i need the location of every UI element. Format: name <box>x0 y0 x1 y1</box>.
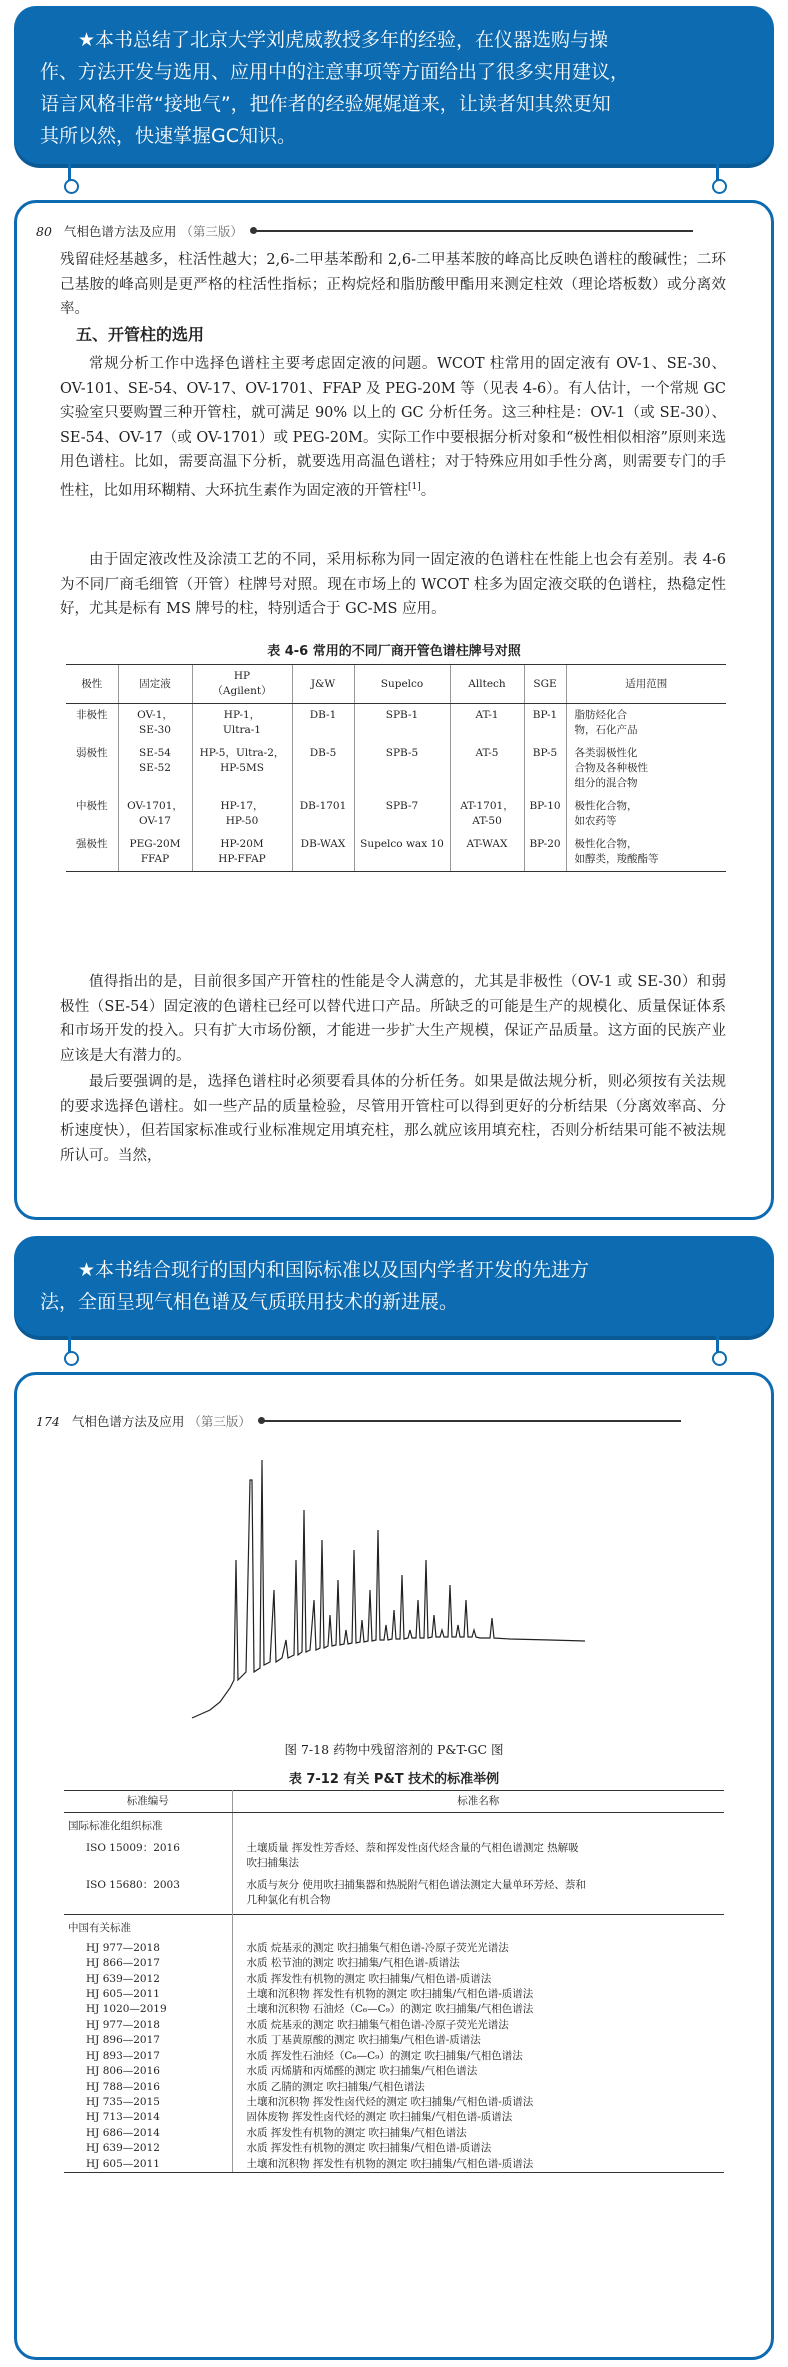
cell-text: 极性化合物， 如醇类，羧酸酯等 <box>574 838 659 865</box>
table-row <box>64 2064 724 2079</box>
standard-name <box>232 1835 724 1872</box>
table-cell <box>118 833 192 872</box>
table-cell: DB-1 <box>292 704 354 743</box>
standard-code: HJ 639—2012 <box>64 2141 232 2156</box>
standard-code: HJ 1020—2019 <box>64 2002 232 2017</box>
table-cell: BP-5 <box>524 742 566 795</box>
table-7-12 <box>64 1790 724 2173</box>
table-cell: SPB-5 <box>354 742 450 795</box>
table-cell <box>118 704 192 743</box>
cell-text: HP-20M HP-FFAP <box>218 838 266 865</box>
group-row <box>64 1813 724 1835</box>
paragraph-end-mark: 。 <box>420 482 436 499</box>
table-cell: BP-1 <box>524 704 566 743</box>
table-row <box>64 2033 724 2048</box>
table-cell <box>450 795 524 833</box>
table-cell: 弱极性 <box>76 747 108 759</box>
table-row <box>66 742 726 795</box>
cell-text: 脂肪烃化合 物，石化产品 <box>574 709 638 736</box>
table-row <box>64 2049 724 2064</box>
connector-pin-left <box>68 1336 71 1360</box>
table-row <box>64 1872 724 1915</box>
standard-name: 水质 乙腈的测定 吹扫捕集/气相色谱法 <box>246 2080 425 2093</box>
table-cell <box>566 833 726 872</box>
table-cell: SPB-1 <box>354 704 450 743</box>
table-row <box>64 1956 724 1971</box>
standard-code: ISO 15680：2003 <box>64 1872 232 1915</box>
table-row <box>64 2141 724 2156</box>
reference-marker: [1] <box>408 481 421 492</box>
standard-code: HJ 893—2017 <box>64 2049 232 2064</box>
table-cell: 强极性 <box>66 833 118 872</box>
banner-1-line-3: 语言风格非常“接地气”，把作者的经验娓娓道来，让读者知其然更知 <box>40 93 611 115</box>
col-stationary-phase: 固定液 <box>118 665 192 704</box>
standard-code: HJ 686—2014 <box>64 2126 232 2141</box>
cell-text: PEG-20M FFAP <box>129 838 181 865</box>
table-row <box>64 1987 724 2002</box>
standard-code: HJ 605—2011 <box>64 1987 232 2002</box>
paragraph-brand-difference: 由于固定液改性及涂渍工艺的不同，采用标称为同一固定液的色谱柱在性能上也会有差别。表 4-6 为不同厂商毛细管（开管）柱牌号对照。现在市场上的 WCOT 柱多为固定液交联的色谱柱，热稳定性好，尤其是标有 MS 牌号的柱，特别适合于 GC-MS 应用。 <box>60 552 726 617</box>
standard-name: 土壤和沉积物 挥发性有机物的测定 吹扫捕集/气相色谱-质谱法 <box>246 1988 534 2001</box>
header-rule <box>253 230 693 232</box>
col-application: 适用范围 <box>566 665 726 704</box>
table-cell <box>192 704 292 743</box>
table-cell: DB-1701 <box>292 795 354 833</box>
standard-name: 水质 烷基汞的测定 吹扫捕集气相色谱-冷原子荧光光谱法 <box>246 1941 509 1954</box>
standard-name: 土壤和沉积物 挥发性有机物的测定 吹扫捕集/气相色谱-质谱法 <box>232 2157 724 2173</box>
standard-name: 水质 烷基汞的测定 吹扫捕集气相色谱-冷原子荧光光谱法 <box>246 2018 509 2031</box>
banner-2-line-2: 法，全面呈现气相色谱及气质联用技术的新进展。 <box>40 1291 459 1313</box>
standard-name: 水质 挥发性石油烃（C₆—C₉）的测定 吹扫捕集/气相色谱法 <box>246 2049 523 2062</box>
standard-code: HJ 735—2015 <box>64 2095 232 2110</box>
edition-label: （第三版） <box>180 224 243 239</box>
connector-pin-right <box>716 1336 719 1360</box>
table-cell: SPB-7 <box>354 795 450 833</box>
table-cell: 非极性 <box>76 709 108 721</box>
cell-text: AT-1701， AT-50 <box>460 800 514 827</box>
table-4-6-title: 表 4-6 常用的不同厂商开管色谱柱牌号对照 <box>267 644 521 659</box>
standard-name: 土壤和沉积物 挥发性卤代烃的测定 吹扫捕集/气相色谱-质谱法 <box>246 2095 534 2108</box>
table-cell: AT-5 <box>450 742 524 795</box>
paragraph-regulation: 最后要强调的是，选择色谱柱时必须要看具体的分析任务。如果是做法规分析，则必须按有关法规的要求选择色谱柱。如一些产品的质量检验，尽管用开管柱可以得到更好的分析结果（分离效率高、分析速度快），但若国家标准或行业标准规定用填充柱，那么就应该用填充柱，否则分析结果可能不被法规所认可。当然， <box>60 1074 726 1164</box>
table-cell: AT-WAX <box>450 833 524 872</box>
table-7-12-title: 表 7-12 有关 P&T 技术的标准举例 <box>288 1772 500 1787</box>
table-4-6 <box>66 664 726 872</box>
standard-name: 土壤和沉积物 石油烃（C₆—C₉）的测定 吹扫捕集/气相色谱法 <box>246 2003 534 2016</box>
standard-name: 水质 挥发性有机物的测定 吹扫捕集/气相色谱-质谱法 <box>246 1972 492 1985</box>
paragraph-domestic-columns: 值得指出的是，目前很多国产开管柱的性能是令人满意的，尤其是非极性（OV-1 或 SE-30）和弱极性（SE-54）固定液的色谱柱已经可以替代进口产品。所缺乏的可能是生产的规模化、质量保证体系和市场开发的投入。只有扩大市场份额，才能进一步扩大生产规模，保证产品质量。这方面的民族产业应该是大有潜力的。 <box>60 974 726 1064</box>
section-heading: 五、开管柱的选用 <box>76 325 205 344</box>
promo-banner-1 <box>14 6 774 164</box>
edition-label: （第三版） <box>188 1414 251 1429</box>
page-number: 174 <box>36 1413 60 1429</box>
cell-text: OV-1， SE-30 <box>137 709 173 736</box>
running-header-2 <box>36 1412 681 1430</box>
col-standard-name: 标准名称 <box>232 1791 724 1813</box>
table-row <box>66 795 726 833</box>
standard-code: ISO 15009：2016 <box>64 1835 232 1872</box>
table-cell <box>192 833 292 872</box>
table-cell <box>566 795 726 833</box>
chromatogram-trace <box>192 1460 585 1718</box>
table-cell: DB-5 <box>292 742 354 795</box>
standard-code: HJ 788—2016 <box>64 2080 232 2095</box>
col-hp <box>192 665 292 704</box>
table-row <box>64 2157 724 2173</box>
table-header-row <box>64 1791 724 1813</box>
standard-code: HJ 806—2016 <box>64 2064 232 2079</box>
col-hp-label: HP （Agilent） <box>212 670 272 697</box>
standard-code: HJ 605—2011 <box>64 2157 232 2173</box>
standard-name: 水质 挥发性有机物的测定 吹扫捕集/气相色谱-质谱法 <box>246 2142 492 2155</box>
table-header-row <box>66 665 726 704</box>
cell-text: HP-17， HP-50 <box>220 800 264 827</box>
connector-pin-right <box>716 164 719 188</box>
cell-text: 水质与灰分 使用吹扫捕集器和热脱附气相色谱法测定大量单环芳烃、萘和 几种氯化有机合物 <box>246 1878 586 1907</box>
group-label: 国际标准化组织标准 <box>64 1813 232 1835</box>
table-cell: 中极性 <box>76 800 108 812</box>
table-row <box>64 1972 724 1987</box>
running-header-1 <box>36 222 693 240</box>
connector-pin-left <box>68 164 71 188</box>
table-row <box>64 2080 724 2095</box>
cell-text: 土壤质量 挥发性芳香烃、萘和挥发性卤代烃含量的气相色谱测定 热解吸 吹扫捕集法 <box>246 1841 579 1870</box>
figure-caption: 图 7-18 药物中残留溶剂的 P&T-GC 图 <box>284 1742 504 1757</box>
paragraph-column-selection <box>60 352 726 503</box>
col-polarity: 极性 <box>66 665 118 704</box>
cell-text: SE-54 SE-52 <box>139 747 171 774</box>
group-row <box>64 1915 724 1941</box>
col-supelco: Supelco <box>354 665 450 704</box>
standard-name: 水质 挥发性有机物的测定 吹扫捕集/气相色谱法 <box>246 2126 467 2139</box>
standard-name: 水质 丙烯腈和丙烯醛的测定 吹扫捕集/气相色谱法 <box>246 2065 478 2078</box>
table-cell <box>192 742 292 795</box>
table-cell <box>192 795 292 833</box>
cell-text: OV-1701， OV-17 <box>127 800 183 827</box>
table-row <box>64 2095 724 2110</box>
table-row <box>64 2002 724 2017</box>
paragraph-intro: 残留硅烃基越多，柱活性越大；2,6-二甲基苯酚和 2,6-二甲基苯胺的峰高比反映色谱柱的酸碱性；二环己基胺的峰高则是更严格的柱活性指标；正构烷烃和脂肪酸甲酯用来测定柱效（理论塔板数）或分离效率。 <box>60 252 726 317</box>
table-cell <box>118 742 192 795</box>
banner-1-line-2: 作、方法开发与选用、应用中的注意事项等方面给出了很多实用建议， <box>40 61 630 83</box>
table-row <box>66 833 726 872</box>
cell-text: HP-5，Ultra-2， HP-5MS <box>199 747 285 774</box>
chromatogram-figure <box>190 1440 590 1730</box>
standard-code: HJ 896—2017 <box>64 2033 232 2048</box>
cell-text: HP-1， Ultra-1 <box>223 709 261 736</box>
standard-name <box>232 1872 724 1915</box>
standard-name: 水质 松节油的测定 吹扫捕集/气相色谱-质谱法 <box>246 1957 460 1970</box>
standard-code: HJ 977—2018 <box>64 1941 232 1956</box>
table-cell: AT-1 <box>450 704 524 743</box>
table-cell <box>566 742 726 795</box>
paragraph-column-selection-text: 常规分析工作中选择色谱柱主要考虑固定液的问题。WCOT 柱常用的固定液有 OV-1、SE-30、OV-101、SE-54、OV-17、OV-1701、FFAP 及 PEG-20M 等（见表 4-6）。有人估计，一个常规 GC 实验室只要购置三种开管柱，就可满足 90% 以上的 GC 分析任务。这三种柱是：OV-1（或 SE-30）、SE-54、OV-17（或 OV-1701）或 PEG-20M。实际工作中要根据分析对象和“极性相似相溶”原则来选用色谱柱。比如，需要高温下分析，就要选用高温色谱柱；对于特殊应用如手性分离，则需要专门的手性柱，比如用环糊精、大环抗生素作为固定液的开管柱 <box>60 356 726 499</box>
col-alltech: Alltech <box>450 665 524 704</box>
group-label: 中国有关标准 <box>64 1915 232 1941</box>
standard-code: HJ 639—2012 <box>64 1972 232 1987</box>
cell-text: 极性化合物， 如农药等 <box>574 800 638 827</box>
table-row <box>64 2110 724 2125</box>
standard-name: 固体废物 挥发性卤代烃的测定 吹扫捕集/气相色谱-质谱法 <box>246 2111 513 2124</box>
table-row <box>64 1941 724 1956</box>
cell-text: 各类弱极性化 合物及各种极性 组分的混合物 <box>574 747 648 789</box>
col-jw: J&W <box>292 665 354 704</box>
col-sge: SGE <box>524 665 566 704</box>
table-cell: DB-WAX <box>292 833 354 872</box>
table-cell <box>566 704 726 743</box>
standard-code: HJ 866—2017 <box>64 1956 232 1971</box>
table-row <box>64 2018 724 2033</box>
book-title: 气相色谱方法及应用 <box>71 1414 185 1429</box>
table-cell: BP-20 <box>524 833 566 872</box>
col-standard-code: 标准编号 <box>64 1791 232 1813</box>
banner-1-line-1: ★本书总结了北京大学刘虎威教授多年的经验，在仪器选购与操 <box>78 29 609 51</box>
table-row <box>64 2126 724 2141</box>
promo-banner-2 <box>14 1236 774 1336</box>
table-cell <box>118 795 192 833</box>
standard-code: HJ 713—2014 <box>64 2110 232 2125</box>
book-title: 气相色谱方法及应用 <box>63 224 177 239</box>
table-row <box>66 704 726 743</box>
header-rule <box>261 1420 681 1422</box>
table-cell: BP-10 <box>524 795 566 833</box>
standard-code: HJ 977—2018 <box>64 2018 232 2033</box>
standard-name: 水质 丁基黄原酸的测定 吹扫捕集/气相色谱-质谱法 <box>246 2034 481 2047</box>
banner-1-line-4: 其所以然，快速掌握GC知识。 <box>40 125 296 147</box>
table-cell: Supelco wax 10 <box>354 833 450 872</box>
banner-2-line-1: ★本书结合现行的国内和国际标准以及国内学者开发的先进方 <box>78 1259 590 1281</box>
table-row <box>64 1835 724 1872</box>
page-number: 80 <box>36 223 52 239</box>
